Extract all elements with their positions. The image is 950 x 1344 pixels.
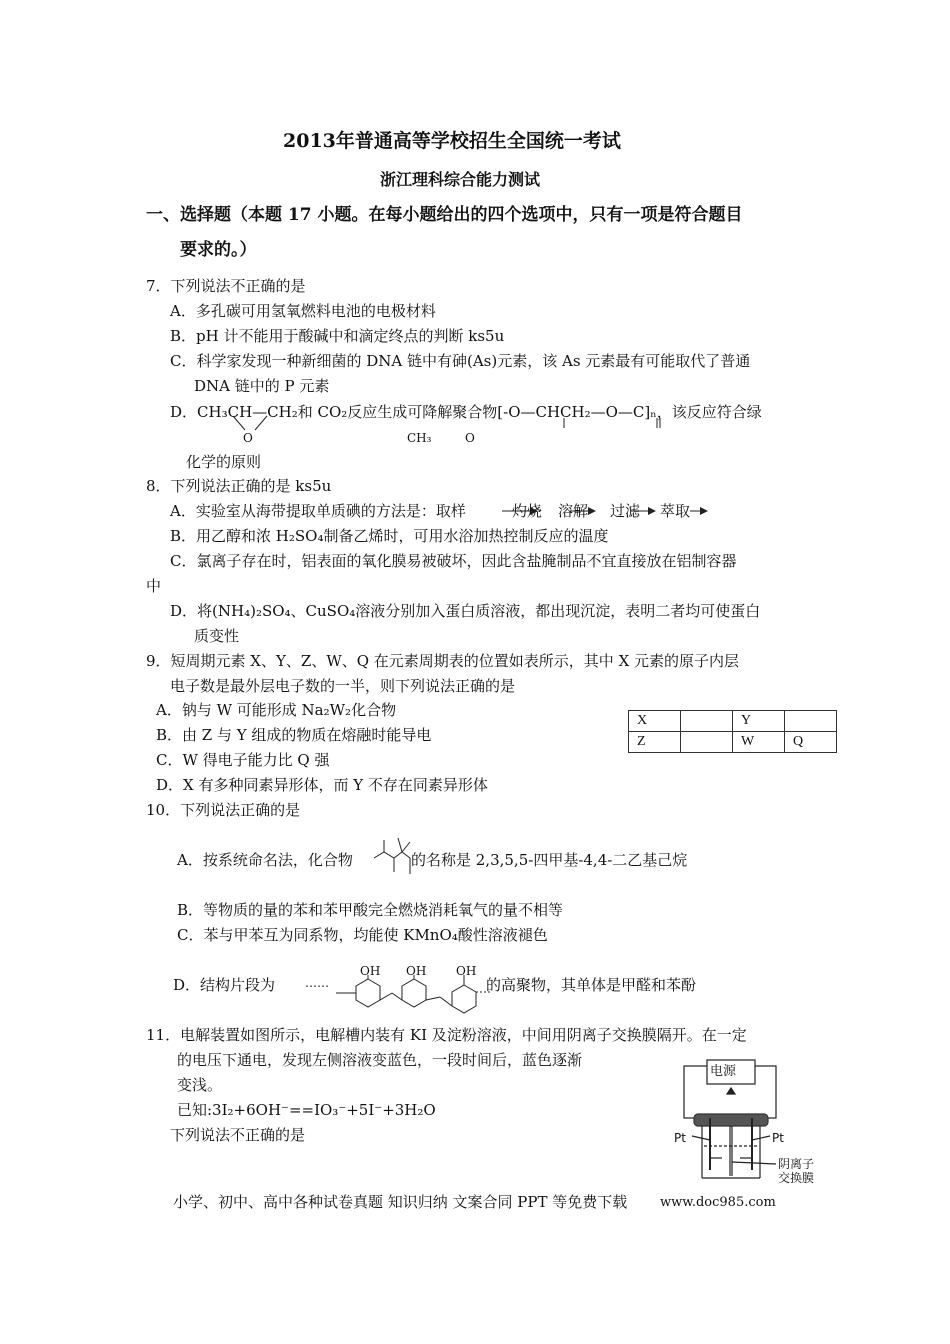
membrane-label-cont: 交换膜 — [778, 1171, 815, 1185]
q8-option-b: B．用乙醇和浓 H₂SO₄制备乙烯时，可用水浴加热控制反应的温度 — [170, 527, 609, 545]
q10-option-a-cont: 的名称是 2,3,5,5-四甲基-4,4-二乙基己烷 — [411, 851, 688, 869]
q11-stem-cont: 的电压下通电，发现左侧溶液变蓝色，一段时间后，蓝色逐渐 — [177, 1051, 583, 1069]
polymer-carbonyl-oxygen: O — [465, 431, 475, 445]
table-cell — [785, 711, 837, 732]
polymer-methyl: CH₃ — [407, 431, 432, 445]
step-extract: 萃取 — [660, 502, 691, 520]
table-cell — [681, 711, 733, 732]
periodic-table-fragment — [628, 710, 837, 753]
q10-option-a: A．按系统命名法，化合物 — [177, 851, 353, 869]
skeletal-formula-figure — [372, 832, 412, 882]
q10-option-c: C．苯与甲苯互为同系物，均能使 KMnO₄酸性溶液褪色 — [177, 926, 548, 944]
step-roast: 灼烧 — [512, 502, 543, 520]
table-row — [629, 711, 837, 732]
q8-option-d: D．将(NH₄)₂SO₄、CuSO₄溶液分别加入蛋白质溶液，都出现沉淀，表明二者均可使蛋白 — [170, 602, 761, 620]
electrode-right-label: Pt — [772, 1131, 784, 1145]
membrane-label: 阴离子 — [778, 1157, 815, 1171]
page-title: 2013年普通高等学校招生全国统一考试 — [283, 130, 621, 152]
epoxide-oxygen: O — [243, 431, 253, 445]
hydroxyl-label: OH — [360, 964, 381, 978]
q10-option-b: B．等物质的量的苯和苯甲酸完全燃烧消耗氧气的量不相等 — [177, 901, 564, 919]
q7-option-d: D．CH₃CH—CH₂和 CO₂反应生成可降解聚合物[-O—CHCH₂—O—C]ₙ，该反应符合绿 — [170, 403, 762, 421]
step-dissolve: 溶解 — [558, 502, 589, 520]
q9-stem: 9．短周期元素 X、Y、Z、W、Q 在元素周期表的位置如表所示，其中 X 元素的原子内层 — [146, 652, 740, 670]
q10-option-d: D．结构片段为 — [173, 976, 276, 994]
footer-promo: 小学、初中、高中各种试卷真题 知识归纳 文案合同 PPT 等免费下载 — [173, 1193, 628, 1211]
q10-option-d-cont: 的高聚物，其单体是甲醛和苯酚 — [486, 976, 697, 994]
q11-known-equation: 已知:3I₂+6OH⁻==IO₃⁻+5I⁻+3H₂O — [177, 1101, 436, 1119]
q8-option-a: A．实验室从海带提取单质碘的方法是：取样 — [170, 502, 466, 520]
q8-stem: 8．下列说法正确的是 ks5u — [146, 477, 332, 495]
q9-option-d: D．X 有多种同素异形体，而 Y 不存在同素异形体 — [156, 776, 488, 794]
q10-stem: 10．下列说法正确的是 — [146, 801, 301, 819]
polymer-bonds — [560, 414, 680, 434]
q7-option-c: C．科学家发现一种新细菌的 DNA 链中有砷(As)元素，该 As 元素最有可能取代了普通 — [170, 352, 751, 370]
q7-option-d-cont: 化学的原则 — [186, 453, 262, 471]
electrode-left-label: Pt — [674, 1131, 686, 1145]
q7-option-c-cont: DNA 链中的 P 元素 — [194, 377, 330, 395]
power-source-label: 电源 — [710, 1064, 737, 1079]
q7-option-b: B．pH 计不能用于酸碱中和滴定终点的判断 ks5u — [170, 327, 505, 345]
q9-stem-cont: 电子数是最外层电子数的一半，则下列说法正确的是 — [170, 677, 516, 695]
table-cell: Q — [785, 732, 837, 753]
hydroxyl-label: OH — [406, 964, 427, 978]
table-cell: X — [629, 711, 681, 732]
table-cell — [681, 732, 733, 753]
electrolysis-apparatus — [670, 1058, 850, 1190]
q9-option-c: C．W 得电子能力比 Q 强 — [156, 751, 330, 769]
q8-option-c: C．氯离子存在时，铝表面的氧化膜易被破坏，因此含盐腌制品不宜直接放在铝制容器 — [170, 552, 737, 570]
q7-option-a: A．多孔碳可用氢氧燃料电池的电极材料 — [170, 302, 436, 320]
footer-url[interactable]: www.doc985.com — [660, 1195, 776, 1210]
epoxide-ring-bonds — [225, 414, 285, 434]
q11-stem-cont2: 变浅。 — [177, 1076, 223, 1094]
step-filter: 过滤 — [610, 502, 641, 520]
q8-option-d-cont: 质变性 — [194, 627, 240, 645]
q7-stem: 7．下列说法不正确的是 — [146, 277, 306, 295]
table-cell: W — [733, 732, 785, 753]
section-heading-cont: 要求的。） — [180, 240, 257, 260]
q8-option-c-cont: 中 — [146, 577, 162, 595]
table-cell: Y — [733, 711, 785, 732]
q9-option-a: A．钠与 W 可能形成 Na₂W₂化合物 — [156, 701, 397, 719]
table-cell: Z — [629, 732, 681, 753]
page-subtitle: 浙江理科综合能力测试 — [380, 170, 541, 189]
q11-stem: 11．电解装置如图所示，电解槽内装有 KI 及淀粉溶液，中间用阴离子交换膜隔开。在一定 — [146, 1026, 747, 1044]
table-row — [629, 732, 837, 753]
hydroxyl-label: OH — [456, 964, 477, 978]
q11-question: 下列说法不正确的是 — [170, 1126, 306, 1144]
q9-option-b: B．由 Z 与 Y 组成的物质在熔融时能导电 — [156, 726, 432, 744]
chain-ellipsis: …… — [305, 976, 329, 990]
section-heading: 一、选择题（本题 17 小题。在每小题给出的四个选项中，只有一项是符合题目 — [146, 205, 743, 225]
